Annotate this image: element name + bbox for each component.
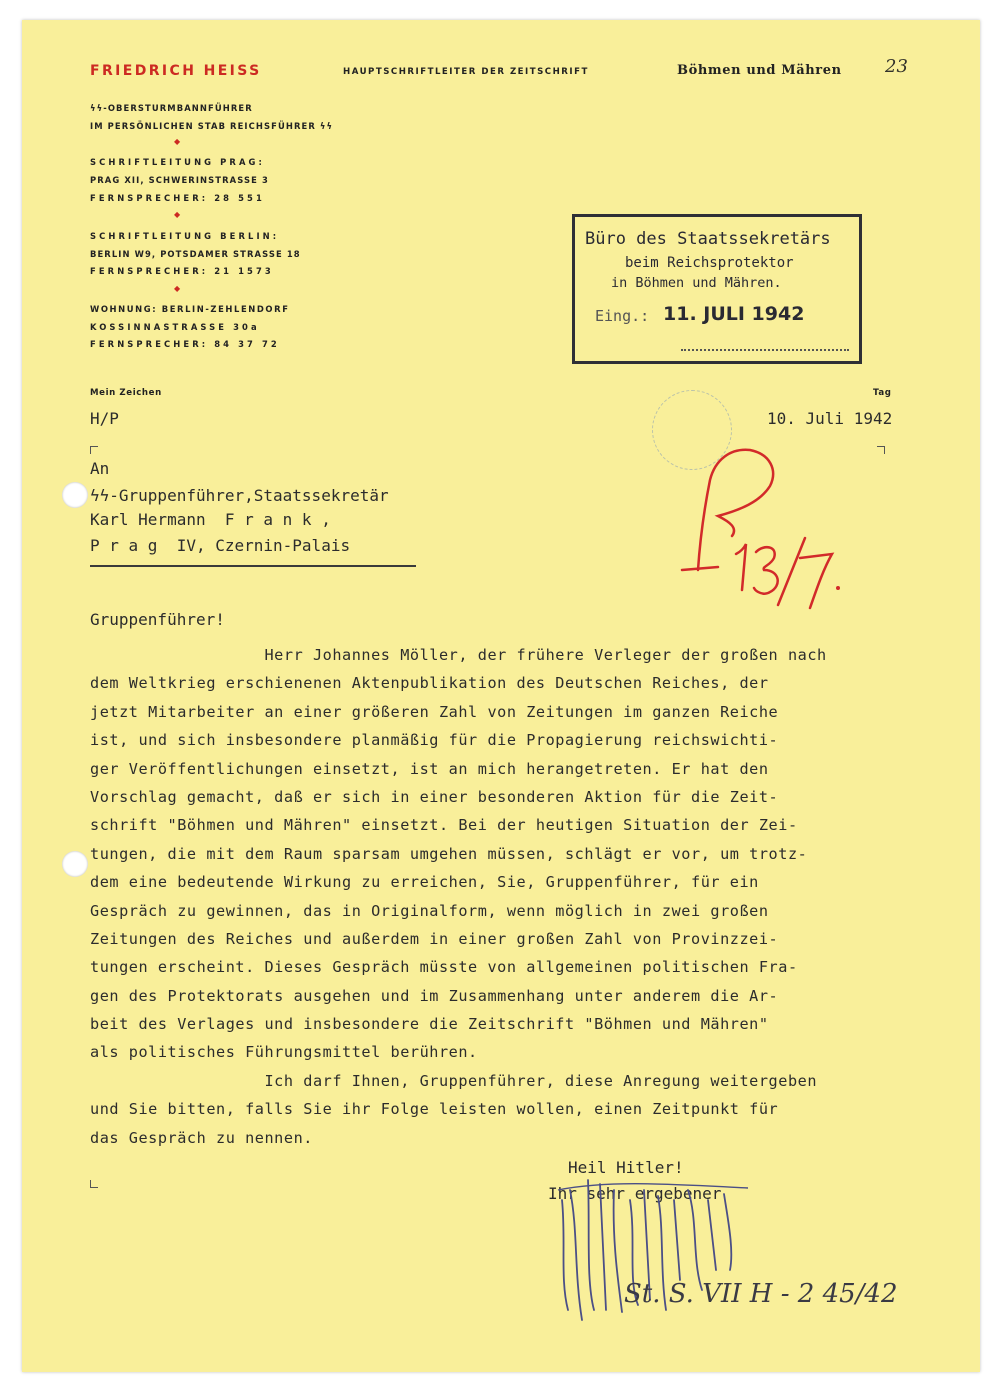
body-line: als politisches Führungsmittel berühren. [90, 1043, 478, 1062]
body-line: Gespräch zu gewinnen, das in Originalform, wenn möglich in zwei großen [90, 901, 769, 920]
home-title: WOHNUNG: BERLIN-ZEHLENDORF [90, 304, 290, 314]
separator-diamond-icon: ◆ [174, 210, 181, 219]
address-underline [90, 565, 416, 567]
body-line: dem Weltkrieg erschienenen Aktenpublikation des Deutschen Reiches, der [90, 674, 769, 693]
home-phone: FERNSPRECHER: 84 37 72 [90, 339, 280, 349]
body-line: Zeitungen des Reiches und außerdem in einer großen Zahl von Provinzzei- [90, 929, 779, 948]
body-line: jetzt Mitarbeiter an einer größeren Zahl von Zeitungen im ganzen Reiche [90, 702, 779, 721]
letter-body [90, 645, 970, 1156]
punch-hole-top [62, 482, 88, 508]
reference-value: H/P [90, 409, 119, 428]
closing-line-1: Heil Hitler! [568, 1158, 684, 1177]
stamp-line-2: beim Reichsprotektor [625, 255, 794, 271]
handwritten-red-note [660, 440, 850, 615]
stamp-line-1: Büro des Staatssekretärs [585, 229, 831, 249]
stamp-received-label: Eing.: [595, 307, 650, 325]
date-label: Tag [873, 388, 892, 398]
ss-rune-icon: ϟϟ [319, 121, 334, 131]
body-line: Ich darf Ihnen, Gruppenführer, diese Anregung weitergeben [90, 1071, 818, 1090]
berlin-office-address: BERLIN W9, POTSDAMER STRASSE 18 [90, 249, 301, 259]
address-corner-mark [90, 446, 98, 454]
body-line: ger Veröffentlichungen einsetzt, ist an mich herangetreten. Er hat den [90, 759, 769, 778]
ss-rune-icon: ϟϟ [90, 486, 110, 505]
body-line: tungen erscheint. Dieses Gespräch müsste von allgemeinen politischen Fra- [90, 958, 798, 977]
closing-line-2: Ihr sehr ergebener [548, 1184, 722, 1203]
berlin-office-phone: FERNSPRECHER: 21 1573 [90, 266, 274, 276]
body-line: ist, und sich insbesondere planmäßig für die Propagierung reichswichti- [90, 731, 779, 750]
body-line: dem eine bedeutende Wirkung zu erreichen, Sie, Gruppenführer, für ein [90, 873, 759, 892]
home-address: KOSSINNASTRASSE 30a [90, 322, 260, 332]
separator-diamond-icon: ◆ [174, 137, 181, 146]
staff-line: IM PERSÖNLICHEN STAB REICHSFÜHRER ϟϟ [90, 121, 334, 131]
body-line: und Sie bitten, falls Sie ihr Folge leisten wollen, einen Zeitpunkt für [90, 1100, 779, 1119]
stamp-dotted-line [681, 349, 849, 351]
body-line: schrift "Böhmen und Mähren" einsetzt. Bei der heutigen Situation der Zei- [90, 816, 798, 835]
punch-hole-bottom [62, 851, 88, 877]
prag-office-phone: FERNSPRECHER: 28 551 [90, 193, 265, 203]
body-line: Herr Johannes Möller, der frühere Verleger der großen nach [90, 646, 827, 664]
received-stamp [572, 214, 862, 364]
address-corner-mark [877, 446, 885, 454]
stamp-received-date: 11. JULI 1942 [663, 303, 805, 325]
page-number-mark: 23 [885, 56, 908, 77]
address-line-1: An [90, 459, 110, 478]
filing-note-text: St. S. VII H - 2 45/42 [624, 1279, 898, 1309]
separator-diamond-icon: ◆ [174, 284, 181, 293]
body-line: das Gespräch zu nennen. [90, 1128, 313, 1147]
prag-office-title: SCHRIFTLEITUNG PRAG: [90, 157, 265, 167]
stamp-line-3: in Böhmen und Mähren. [611, 275, 782, 291]
body-line: gen des Protektorats ausgehen und im Zusammenhang unter anderem die Ar- [90, 986, 779, 1005]
berlin-office-title: SCHRIFTLEITUNG BERLIN: [90, 231, 280, 241]
address-line-4: P r a g IV, Czernin-Palais [90, 536, 351, 555]
body-line: Vorschlag gemacht, daß er sich in einer besonderen Aktion für die Zeit- [90, 787, 779, 806]
address-corner-mark [90, 1180, 98, 1188]
magazine-title: Böhmen und Mähren [677, 63, 842, 78]
ss-rune-icon: ϟϟ [90, 103, 104, 113]
body-line: tungen, die mit dem Raum sparsam umgehen müssen, schlägt er vor, um trotz- [90, 844, 808, 863]
prag-office-address: PRAG XII, SCHWERINSTRASSE 3 [90, 175, 269, 185]
reference-label: Mein Zeichen [90, 388, 162, 398]
ss-rank-line: ϟϟ-OBERSTURMBANNFÜHRER [90, 103, 253, 113]
address-line-2: ϟϟ-Gruppenführer,Staatssekretär [90, 486, 389, 505]
salutation: Gruppenführer! [90, 610, 225, 629]
body-line: beit des Verlages und insbesondere die Zeitschrift "Böhmen und Mähren" [90, 1015, 769, 1034]
address-line-3: Karl Hermann F r a n k , [90, 510, 331, 529]
letter-date: 10. Juli 1942 [767, 409, 893, 428]
filing-note [618, 1262, 958, 1322]
sender-role: HAUPTSCHRIFTLEITER DER ZEITSCHRIFT [343, 67, 589, 77]
sender-name: FRIEDRICH HEISS [90, 63, 262, 79]
